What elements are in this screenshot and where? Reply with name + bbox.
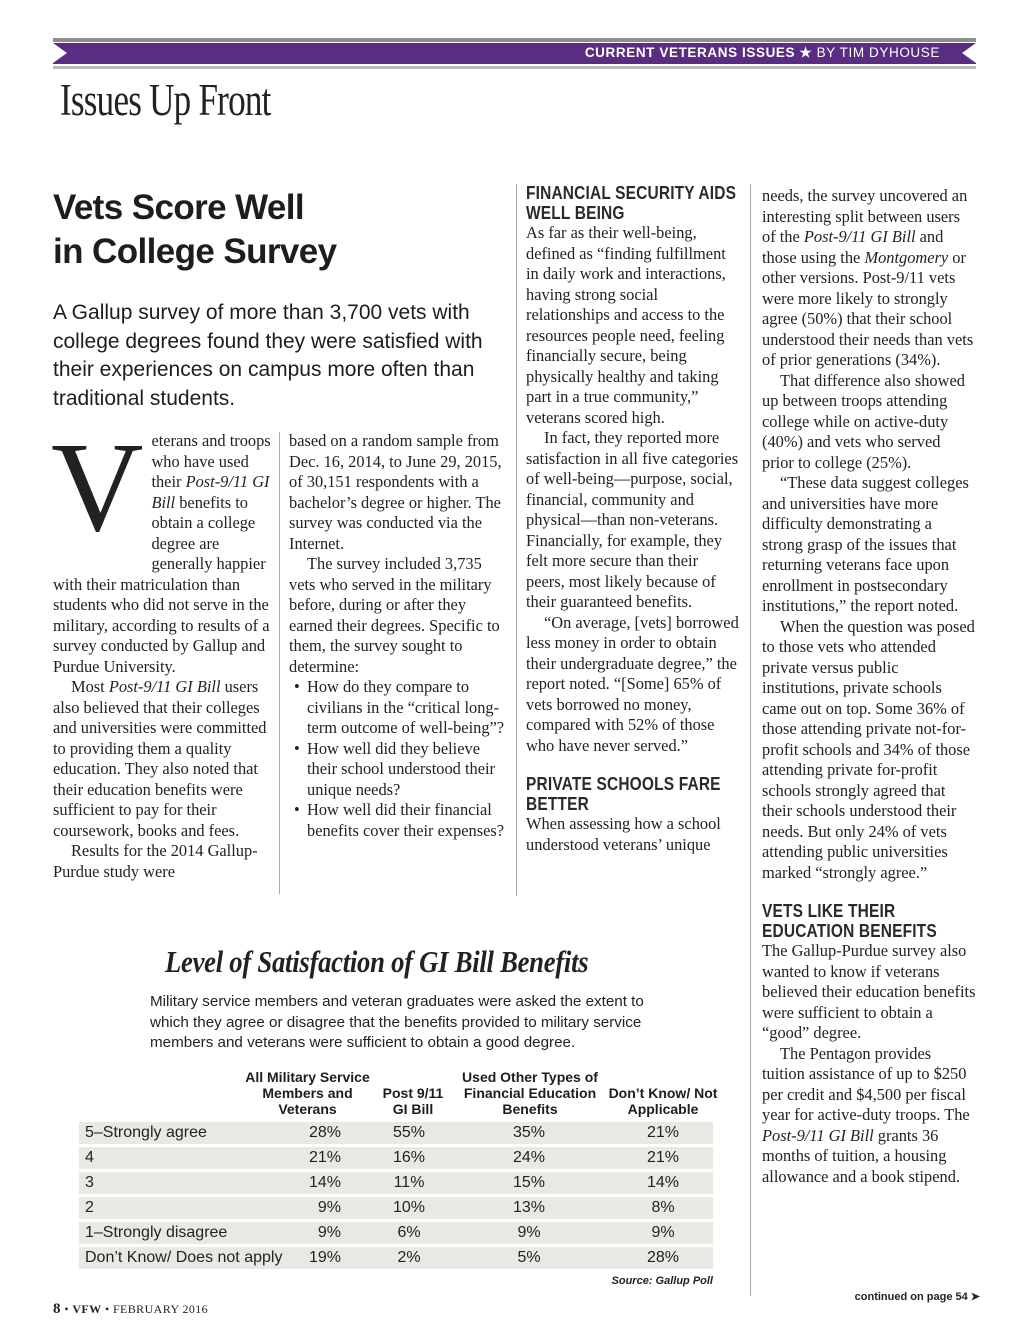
table-cell: 9%	[317, 1224, 341, 1241]
subhead: FINANCIAL SECURITY AIDS WELL BEING	[526, 183, 737, 223]
column-header: Used Other Types of Financial Education Benefits	[462, 1069, 598, 1117]
question-list	[289, 677, 507, 841]
section-banner	[53, 43, 976, 64]
body-column-3	[526, 183, 740, 855]
table-row	[79, 1247, 713, 1269]
issue-date: FEBRUARY 2016	[112, 1302, 209, 1316]
magazine-name: VFW	[72, 1302, 102, 1316]
table-cell: 21%	[646, 1124, 680, 1141]
table-cell: 28%	[646, 1249, 680, 1266]
table-row	[79, 1147, 713, 1169]
headline-line: in College Survey	[53, 232, 337, 271]
paragraph: needs, the survey uncovered an interesting split between users of the Post-9/11 GI Bill and those using the Montgomery or other versions. Post-9/11 vets were more likely to strongly agree (50%) that their school understood their needs than vets of prior generations (34%).	[762, 186, 974, 369]
subhead: VETS LIKE THEIR EDUCATION BENEFITS	[762, 901, 937, 941]
table-row	[79, 1172, 713, 1194]
table-title: Level of Satisfaction of GI Bill Benefits	[165, 944, 589, 979]
table-cell: 55%	[392, 1124, 426, 1141]
table-row	[79, 1222, 713, 1244]
paragraph: As far as their well-being, defined as “finding fulfillment in daily work and interactions, having strong social relationships and access to the resources people need, feeling financially secure, being physically healthy and taking part in a true community,” veterans scored high.	[526, 223, 726, 427]
column-divider	[516, 184, 517, 896]
separator: •	[104, 1302, 110, 1316]
table-cell: 21%	[646, 1149, 680, 1166]
row-label: 4	[85, 1149, 94, 1166]
page-footer	[53, 1301, 208, 1318]
paragraph: based on a random sample from Dec. 16, 2014, to June 29, 2015, of 30,151 respondents with a bachelor’s degree or higher. The survey was conducted via the Internet.	[289, 431, 502, 553]
row-label: 1–Strongly disagree	[85, 1224, 228, 1241]
column-header: Don’t Know/ Not Applicable	[608, 1085, 718, 1117]
drop-cap: V	[51, 416, 144, 558]
paragraph: “On average, [vets] borrowed less money in order to obtain their undergraduate degree,” the report noted. “[Some] 65% of vets borrowed no money, compared with 52% of those who have never served.”	[526, 612, 739, 755]
article-deck: A Gallup survey of more than 3,700 vets with college degrees found they were satisfied with their experiences on campus more often than traditional students.	[53, 301, 483, 410]
table-cell: 8%	[651, 1199, 675, 1216]
article-headline	[53, 186, 473, 274]
row-label: 3	[85, 1174, 94, 1191]
banner-notch-left	[53, 43, 67, 63]
column-header: Post 9/11 GI Bill	[382, 1085, 444, 1117]
section-label	[585, 45, 940, 61]
paragraph: The Gallup-Purdue survey also wanted to know if veterans believed their education benefits were sufficient to obtain a “good” degree.	[762, 941, 976, 1042]
department-title: Issues Up Front	[60, 75, 271, 125]
row-label: Don’t Know/ Does not apply	[85, 1249, 283, 1266]
table-cell: 9%	[517, 1224, 541, 1241]
table-cell: 16%	[392, 1149, 426, 1166]
banner-notch-right	[962, 43, 976, 63]
header-rule	[53, 38, 976, 42]
body-column-4	[762, 186, 976, 1187]
paragraph: That difference also showed up between troops attending college while on active-duty (40%) and vets who served prior to college (25%).	[762, 370, 965, 472]
paragraph: When assessing how a school understood veterans’ unique	[526, 814, 721, 854]
column-divider	[279, 432, 280, 894]
table-cell: 14%	[308, 1174, 341, 1191]
table-cell: 14%	[646, 1174, 680, 1191]
headline-line: Vets Score Well	[53, 188, 305, 227]
table-source: Source: Gallup Poll	[611, 1275, 713, 1287]
table-row	[79, 1197, 713, 1219]
separator: •	[64, 1302, 69, 1316]
table-cell: 24%	[512, 1149, 546, 1166]
table-cell: 11%	[393, 1174, 425, 1191]
list-item: • How well did they believe their school understood their unique needs?	[289, 739, 507, 801]
continued-link[interactable]: continued on page 54 ➤	[854, 1291, 980, 1303]
paragraph: The survey included 3,735 vets who served in the military before, during or after they earned their degrees. Specific to them, the survey sought to determine:	[289, 554, 500, 676]
column-header: All Military Service Members and Veterans	[245, 1069, 370, 1117]
paragraph: Results for the 2014 Gallup-Purdue study were	[53, 841, 258, 881]
list-item: • How well did their financial benefits cover their expenses?	[289, 800, 507, 841]
table-description: Military service members and veteran graduates were asked the extent to which they agree or disagree that the benefits provided to military service members and veterans were sufficient to obtain a good degree.	[150, 993, 644, 1051]
table-cell: 6%	[397, 1224, 421, 1241]
table-cell: 9%	[651, 1224, 675, 1241]
paragraph: eterans and troops who have used their Post-9/11 GI Bill benefits to obtain a college degree are generally happier with their matriculation than students who did not serve in the military, according to results of a survey conducted by Gallup and Purdue University.	[53, 431, 271, 676]
body-column-2	[289, 431, 507, 841]
paragraph: “These data suggest colleges and universities have more difficulty demonstrating a strong grasp of the issues that returning veterans face upon enrollment in postsecondary institutions,” the report noted.	[762, 473, 969, 615]
list-item: • How do they compare to civilians in the “critical long-term outcome of well-being”?	[289, 677, 507, 739]
byline: BY TIM DYHOUSE	[816, 45, 940, 60]
section-name: CURRENT VETERANS ISSUES	[584, 45, 796, 60]
table-cell: 15%	[512, 1174, 546, 1191]
table-cell: 21%	[308, 1149, 341, 1166]
paragraph: The Pentagon provides tuition assistance of up to $250 per credit and $4,500 per fiscal year for active-duty troops. The Post-9/11 GI Bill grants 36 months of tuition, a housing allowance and a book stipend.	[762, 1043, 970, 1186]
table-cell: 35%	[512, 1124, 546, 1141]
row-label: 5–Strongly agree	[85, 1124, 207, 1141]
table-cell: 2%	[397, 1249, 421, 1266]
subhead: PRIVATE SCHOOLS FARE BETTER	[526, 774, 721, 814]
body-column-1	[51, 416, 273, 882]
table-row	[79, 1122, 713, 1144]
table-cell: 10%	[392, 1199, 426, 1216]
table-cell: 9%	[317, 1199, 341, 1216]
star-icon: ★	[799, 45, 813, 60]
column-divider	[750, 184, 751, 1296]
page-number: 8	[53, 1301, 61, 1317]
header-underline	[53, 66, 976, 69]
row-label: 2	[85, 1199, 94, 1216]
table-cell: 28%	[308, 1124, 341, 1141]
table-cell: 13%	[512, 1199, 546, 1216]
table-cell: 5%	[517, 1249, 541, 1266]
paragraph: When the question was posed to those vets who attended private versus public institutions, private schools came out on top. Some 36% of those attending private not-for-profit schools and 34% of those attending private for-profit schools strongly agreed that their schools understood their needs. But only 24% of vets attending public universities marked “strongly agree.”	[762, 616, 975, 882]
paragraph: In fact, they reported more satisfaction in all five categories of well-being—purpose, social, financial, community and physical—than non-veterans. Financially, for example, they felt more secure than their peers, most likely because of their guaranteed benefits.	[526, 428, 739, 611]
table-cell: 19%	[308, 1249, 341, 1266]
paragraph: Most Post-9/11 GI Bill users also believed that their colleges and universities were committed to providing them a quality education. They also noted that their education benefits were sufficient to pay for their coursework, books and fees.	[53, 677, 267, 840]
